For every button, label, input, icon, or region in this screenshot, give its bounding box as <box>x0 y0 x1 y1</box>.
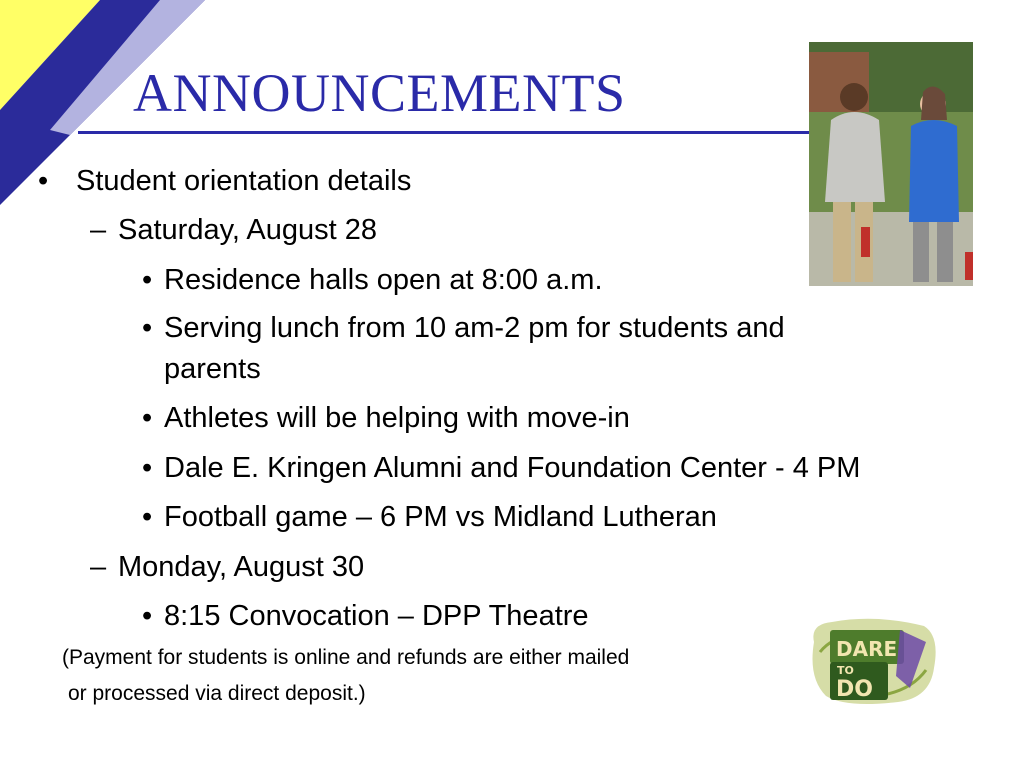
dash-mark: – <box>90 214 107 246</box>
list-item-text: Residence halls open at 8:00 a.m. <box>164 264 603 296</box>
bullet-mark: • <box>142 600 153 632</box>
bullet-mark: • <box>38 165 49 197</box>
bullet-mark: • <box>142 312 153 344</box>
dash-mark: – <box>90 551 107 583</box>
logo-word-to: TO <box>837 664 854 677</box>
list-item-text: Serving lunch from 10 am-2 pm for students and <box>164 312 785 344</box>
logo-word-dare: DARE <box>836 637 898 661</box>
bullet-mark: • <box>142 264 153 296</box>
payment-note-line: or processed via direct deposit.) <box>68 682 366 705</box>
list-item-text: Saturday, August 28 <box>118 214 378 246</box>
list-item-text: Football game – 6 PM vs Midland Lutheran <box>164 501 717 533</box>
payment-note-line: (Payment for students is online and refunds are either mailed <box>62 646 630 669</box>
list-item-text: Monday, August 30 <box>118 551 365 583</box>
list-item-text: Athletes will be helping with move-in <box>164 402 630 434</box>
title-underline <box>78 131 820 134</box>
dare-to-do-logo <box>806 612 944 708</box>
slide-title: ANNOUNCEMENTS <box>133 63 626 123</box>
bullet-mark: • <box>142 402 153 434</box>
bullet-mark: • <box>142 452 153 484</box>
list-item-text: parents <box>164 353 261 385</box>
list-item-text: Dale E. Kringen Alumni and Foundation Center - 4 PM <box>164 452 861 484</box>
list-item-text: 8:15 Convocation – DPP Theatre <box>164 600 589 632</box>
students-walking-photo <box>809 42 973 286</box>
bullet-mark: • <box>142 501 153 533</box>
logo-word-do: DO <box>836 677 873 702</box>
list-item-text: Student orientation details <box>76 165 412 197</box>
